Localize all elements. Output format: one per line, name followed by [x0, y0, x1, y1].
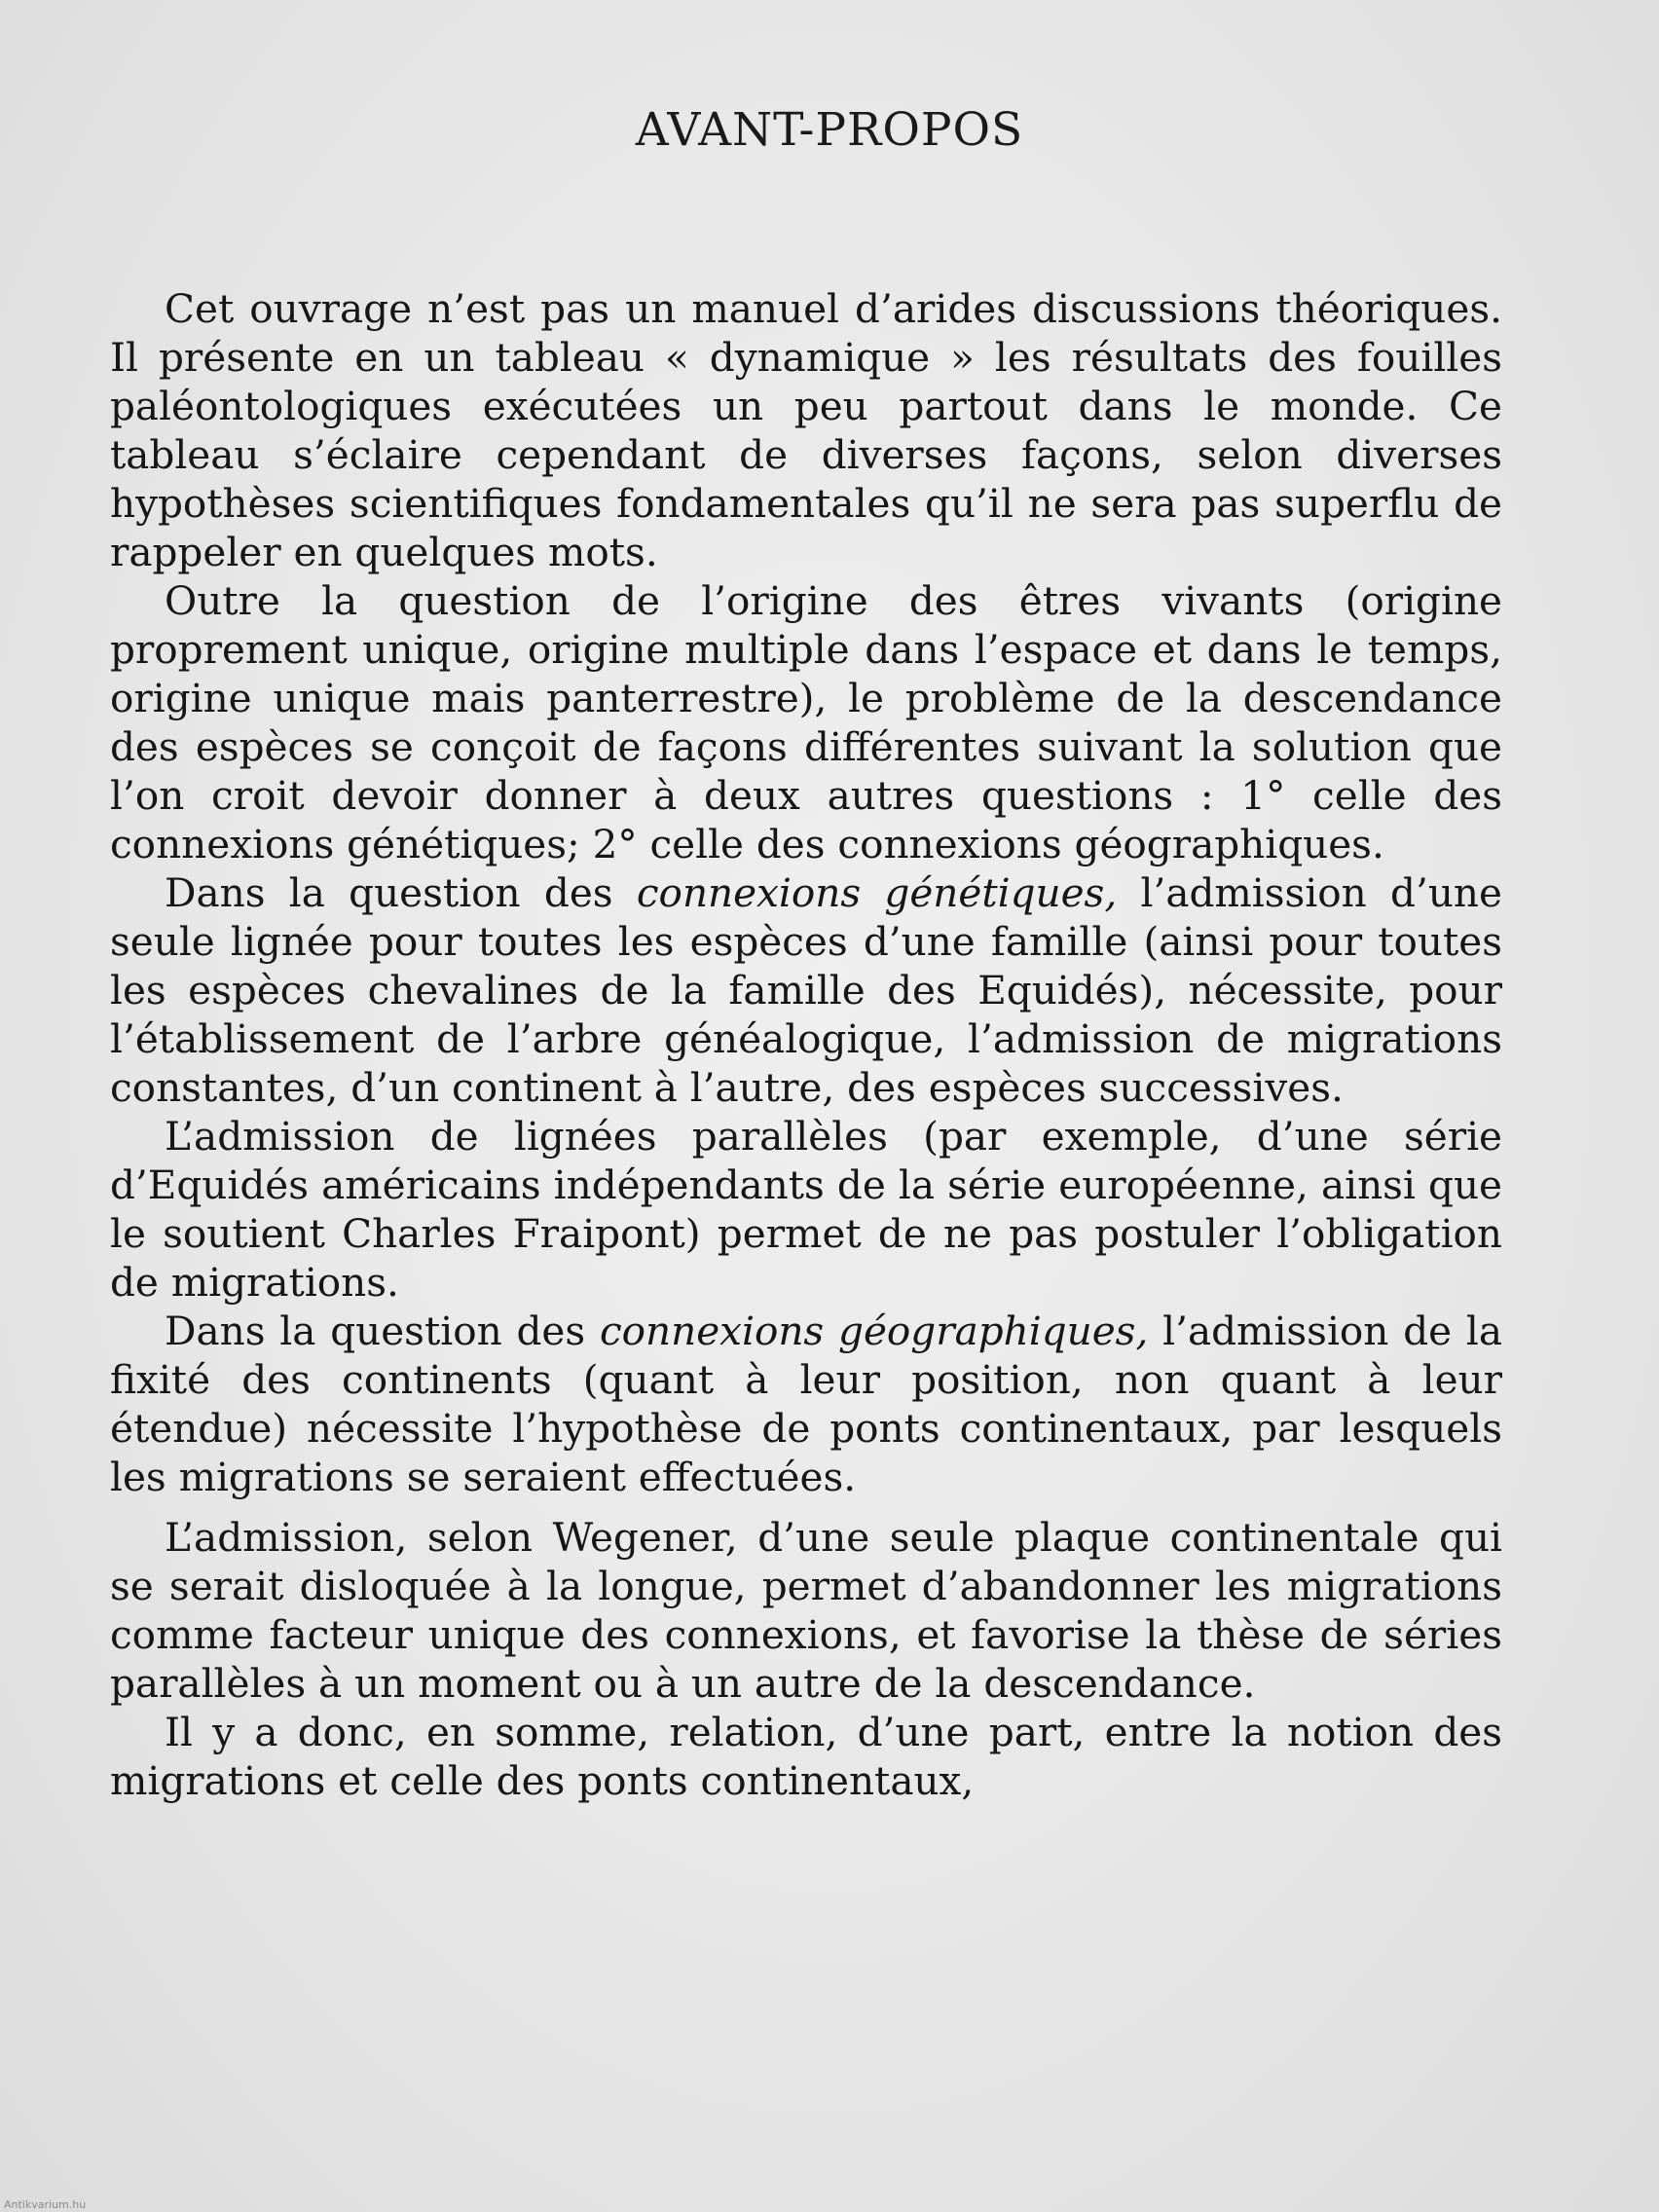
paragraph-5	[110, 1307, 1502, 1501]
page-title: AVANT-PROPOS	[635, 103, 1024, 157]
paragraph-6: L’admission, selon Wegener, d’une seule plaque continentale qui se serait disloquée à la longue, permet d’abandonner les migrations comme facteur unique des connexions, et favorise la thèse de séries parallèles à un moment ou à un autre de la descendance.	[110, 1514, 1502, 1707]
paragraph-5-start: Dans la question des	[165, 1308, 600, 1354]
paragraph-1: Cet ouvrage n’est pas un manuel d’arides discussions théoriques. Il présente en un tableau « dynamique » les résultats des fouilles paléontologiques exécutées un peu partout dans le monde. Ce tableau s’éclaire cependant de diverses façons, selon diverses hypothèses scientifiques fondamentales qu’il ne sera pas superflu de rappeler en quelques mots.	[110, 285, 1502, 575]
watermark: Antikvarium.hu	[4, 2198, 87, 2211]
paragraph-3-start: Dans la question des	[165, 869, 637, 916]
paragraph-5-end: l’admission de la fixité des continents (quant à leur position, non quant à leur étendue) nécessite l’hypothèse de ponts continentaux, par lesquels les migrations se seraient effectuées.	[110, 1308, 1502, 1500]
body-text	[110, 284, 1502, 1805]
paragraph-3	[110, 868, 1502, 1112]
paragraph-7: Il y a donc, en somme, relation, d’une part, entre la notion des migrations et celle des ponts continentaux,	[110, 1709, 1502, 1804]
paragraph-2: Outre la question de l’origine des êtres vivants (origine proprement unique, origine multiple dans l’espace et dans le temps, origine unique mais panterrestre), le problème de la descendance des espèces se conçoit de façons différentes suivant la solution que l’on croit devoir donner à deux autres questions : 1° celle des connexions génétiques; 2° celle des connexions géographiques.	[110, 577, 1502, 867]
paragraph-3-end: l’admission d’une seule lignée pour toutes les espèces d’une famille (ainsi pour toutes les espèces chevalines de la famille des Equidés), nécessite, pour l’établissement de l’arbre généalogique, l’admission de migrations constantes, d’un continent à l’autre, des espèces successives.	[110, 869, 1502, 1111]
paragraph-4: L’admission de lignées parallèles (par exemple, d’une série d’Equidés américains indépendants de la série européenne, ainsi que le soutient Charles Fraipont) permet de ne pas postuler l’obligation de migrations.	[110, 1113, 1502, 1306]
italic-term-geographic: connexions géographiques,	[599, 1308, 1149, 1354]
italic-term-genetic: connexions génétiques,	[636, 869, 1118, 916]
